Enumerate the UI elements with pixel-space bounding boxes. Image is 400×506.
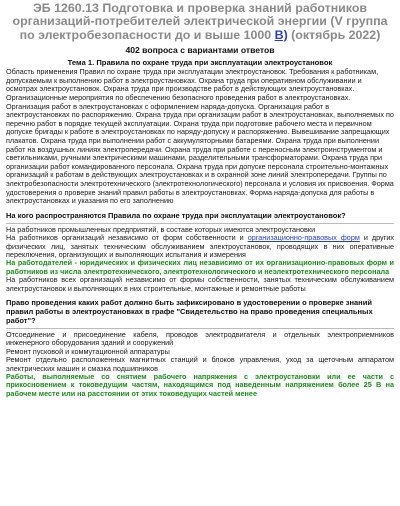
answer-option-correct: На работодателей - юридических и физических лиц независимо от их организационно-правовых форм и работников из числа электротехнического, электротехнологического и неэлектротехнического персонала [6, 258, 394, 276]
question-1: На кого распространяются Правила по охране труда при эксплуатации электроустановок? [6, 210, 346, 220]
topic-heading: Тема 1. Правила по охране труда при эксплуатации электроустановок [67, 58, 333, 68]
answer-text: На работников организаций независимо от форм собственности и [6, 233, 248, 243]
answer-option-correct: Работы, выполняемые со снятием рабочего напряжения с электроустановки или ее части с прикосновением к токоведущим частям, находящимся под наведенным напряжением более 25 В на рабочем месте или на расстоянии от этих токоведущих частей менее [6, 372, 394, 398]
answer-option: На работников всех организаций независимо от формы собственности, занятых техническим обслуживанием электроустановок и выполняющих в них строительные, монтажные и ремонтные работы [6, 275, 394, 293]
answer-option: Ремонт пусковой и коммутационной аппаратуры [6, 346, 170, 356]
title-text: ЭБ 1260.13 Подготовка и проверка знаний работников организаций-потребителей электрической энергии (V группа по электробезопасности до и выше 1000 [12, 1, 388, 42]
question-2: Право проведения каких работ должно быть зафиксировано в удостоверении о проверке знаний правил работы в электроустановках в графе "Свидетельство на право проведения специальных работ"? [6, 297, 373, 325]
document-subtitle: 402 вопроса с вариантами ответов [125, 45, 275, 56]
answer-option [6, 234, 394, 259]
document-title [6, 0, 394, 42]
answer-link[interactable]: организационно-правовых форм [247, 233, 360, 243]
answer-option: Ремонт отдельно расположенных магнитных станций и блоков управления, уход за щеточным аппаратом электрических машин и смазка подшипников [6, 355, 394, 373]
divider [6, 328, 394, 329]
answer-option: На работников промышленных предприятий, в составе которых имеются электроустановки [6, 224, 316, 234]
title-date: (октябрь 2022) [287, 27, 381, 42]
answer-option: Отсоединение и присоединение кабеля, проводов электродвигателя и отдельных электроприемников инженерного оборудования зданий и сооружений [6, 329, 394, 348]
title-highlight[interactable]: В) [274, 27, 288, 42]
answer-text: и других физических лиц, занятых техническим обслуживанием электроустановок, проводящих в них оперативные переключения, организующих и выполняющих испытания и измерения [6, 233, 395, 259]
topic-description: Область применения Правил по охране труда при эксплуатации электроустановок. Требования к работникам, допускаемым к выполнению работ в электроустановках. Охрана труда при оперативном обслуживании и осмотрах электроустановок. Охрана труда при производстве работ в действующих электроустановках. Организационные мероприятия по обеспечению безопасного проведения работ в электроустановках. Организация работ в электроустановках с оформлением наряда-допуска. Организация работ в электроустановках по распоряжению. Охрана труда при организации работ в электроустановках, выполняемых по перечню работ в порядке текущей эксплуатации. Охрана труда при подготовке рабочего места и первичном допуске бригады к работе в электроустановках по наряду-допуску и распоряжению. Вывешивание запрещающих плакатов. Охрана труда при выполнении работ с аккумуляторными батареями. Охрана труда при выполнении работ на воздушных линиях электропередачи. Охрана труда при работе с переносным электроинструментом и светильниками, ручными электрическими машинами, разделительными трансформаторами. Охрана труда при организации работ командированного персонала. Охрана труда при допуске персонала строительно-монтажных организаций к работам в действующих электроустановках и в охранной зоне линий электропередачи. Группы по электробезопасности электротехнического (электротехнологического) персонала и условия их присвоения. Форма удостоверения о проверке знаний правил работы в электроустановках. Форма наряда-допуска для работы в электроустановках и указания по его заполнению [6, 67, 394, 206]
divider [6, 223, 394, 224]
